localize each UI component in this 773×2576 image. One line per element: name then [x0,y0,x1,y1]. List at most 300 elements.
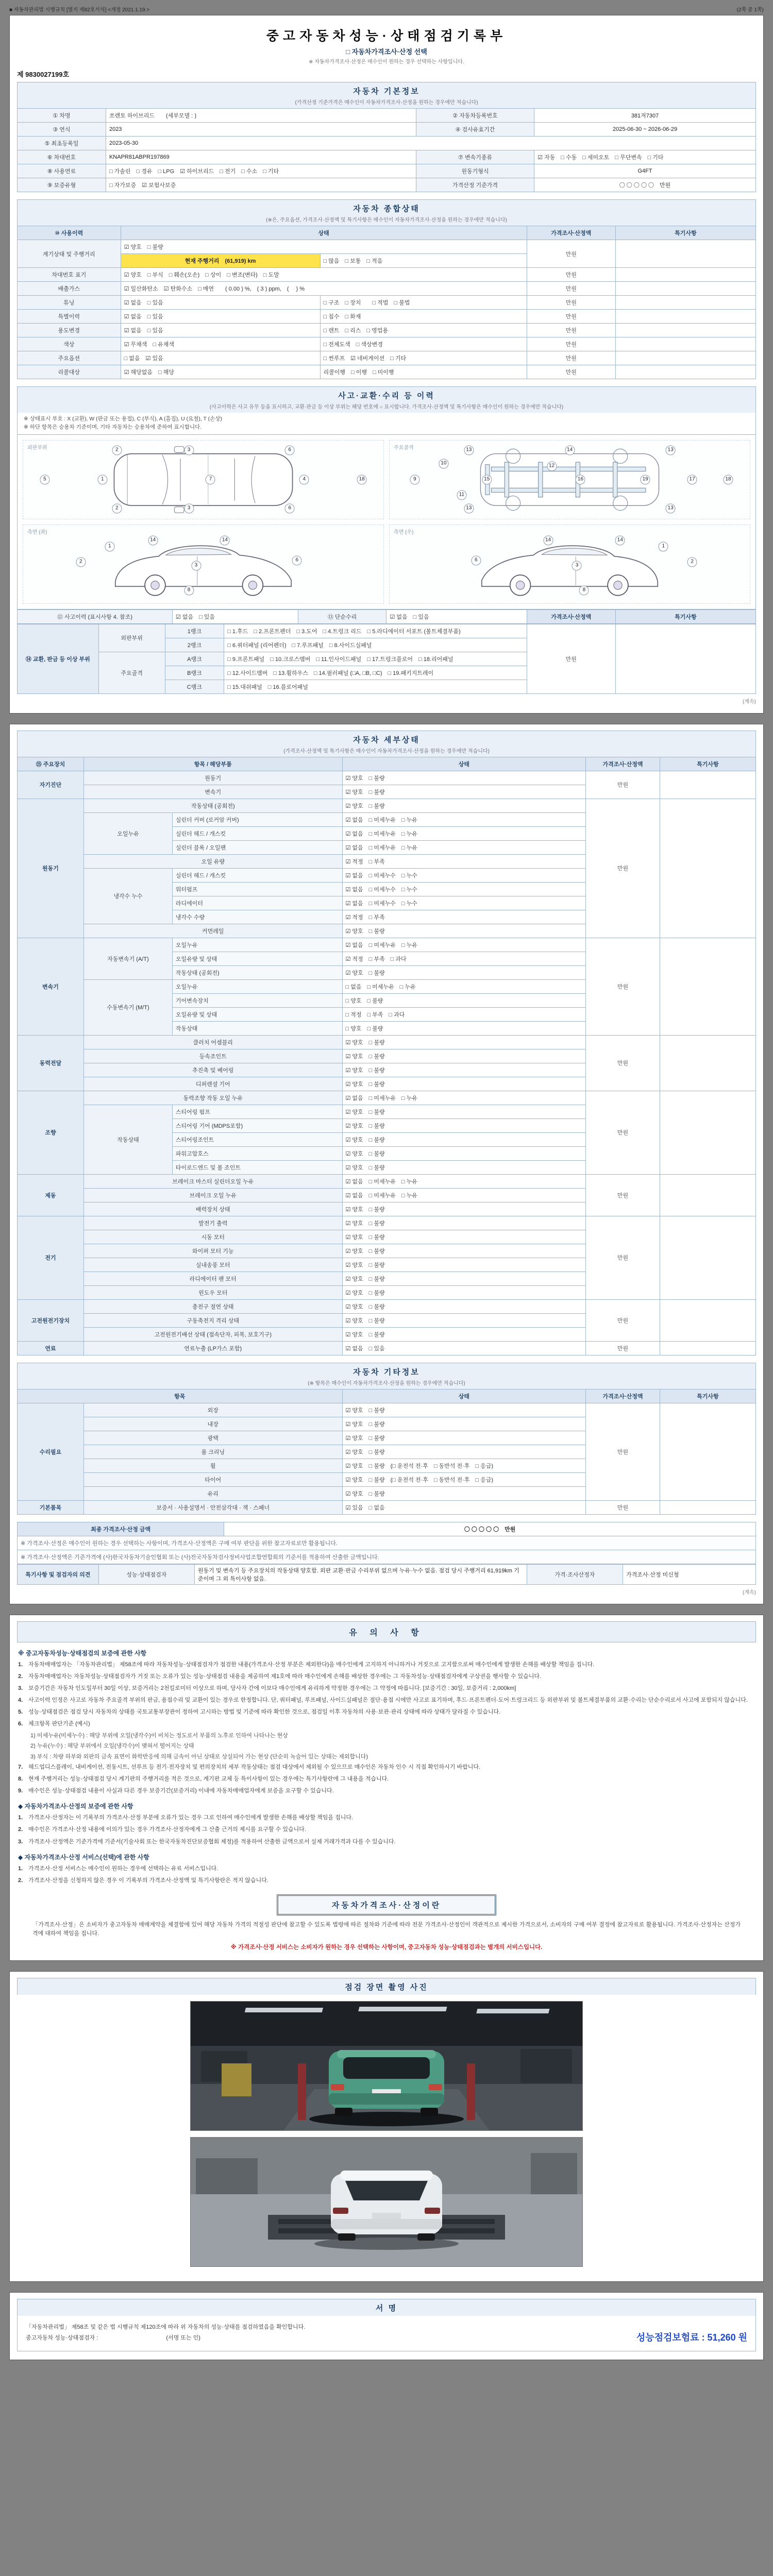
row-label: ④ 검사유효기간 [416,123,534,137]
price-cell: 만원 [527,282,615,296]
section-note: (※은, 주요옵션, 가격조사·산정액 및 특기사항은 매수인이 자동차가격조사·산정을 원하는 경우에만 적습니다) [266,217,507,223]
value-cell: 원동기 및 변속기 등 주요장치의 작동상태 양호함. 외판 교환·판금 수리부위 없으며 누유·누수 없음. 점검 당시 주행거리 61,919km 기준이며 그 외 특이사항 없음. [194,1564,527,1584]
checkbox-group[interactable]: ☑ 없음 □ 미세누수 □ 누수 [342,896,586,910]
checkbox-group[interactable]: □ 가솔린 □ 경유 □ LPG ☑ 하이브리드 □ 전기 □ 수소 □ 기타 [106,164,416,178]
checkbox-group[interactable]: ☑ 양호 □ 불량 [342,799,586,812]
column-header: 특기사항 [660,1389,755,1403]
price-cell: 만원 [586,1341,660,1355]
notice-subitem: 2) 누유(누수) : 해당 부위에서 오일(냉각수)이 맺혀서 떨어지는 상태 [30,1743,194,1750]
row-label: 보증서 · 사용설명서 · 안전삼각대 · 잭 · 스패너 [83,1500,342,1514]
row-label: 실린더 블록 / 오일팬 [172,840,342,854]
column-header: ⑩ 사용이력 [18,226,121,240]
column-header: 가격조사·산정액 [586,1389,660,1403]
checkbox-group[interactable]: ☑ 양호 □ 불량 (□ 운전석 전·후 □ 동반석 전·후 □ 응급) [342,1472,586,1486]
row-label: 발전기 출력 [83,1216,342,1230]
checkbox-group[interactable]: □ 침수 □ 화재 [320,310,527,324]
inspection-insurance-fee [636,2330,747,2344]
price-cell: 만원 [527,240,615,268]
panel-number-14: 14 [220,535,230,545]
row-label: 오일 유량 [83,854,342,868]
checkbox-group[interactable]: ☑ 없음 □ 미세누유 □ 누유 [342,840,586,854]
checkbox-group[interactable]: ☑ 양호 □ 불량 [342,1049,586,1063]
row-label: 냉각수 누수 [83,868,172,924]
row-label: 외판부위 [98,624,165,652]
row-label: 용도변경 [18,324,121,337]
row-label: 실린더 헤드 / 개스킷 [172,868,342,882]
notice-item [18,1876,755,1885]
notice-item-text: 헤드업디스플레이, 내비게이션, 전동시트, 선루프 등 전기·전자장치 및 편의장치의 세부 작동상태는 점검 대상에서 제외될 수 있으므로 매수인은 자동차 인수 시 직접 확인하시기 바랍니다. [28,1764,481,1771]
checkbox-group[interactable]: ☑ 없음 □ 미세누유 □ 누유 [342,826,586,840]
footnote-cell: ※ 가격조사·산정은 매수인이 원하는 경우 선택하는 사항이며, 가격조사·산정액은 구매 여부 판단을 위한 참고자료로만 활용됩니다. [18,1536,756,1550]
checkbox-group[interactable]: □ 9.프론트패널 □ 10.크로스멤버 □ 11.인사이드패널 □ 17.트렁크플로어 □ 18.리어패널 [224,652,527,666]
row-label: 휠 [83,1459,342,1472]
section-accident-history [17,386,756,413]
checkbox-group[interactable]: ☑ 양호 □ 불량 [342,965,586,979]
basic-info-table [17,108,756,192]
checkbox-group[interactable]: ☑ 없음 □ 있음 [121,324,320,337]
exchange-sheetmetal-table [17,624,756,694]
column-header: 특기사항 [660,757,755,771]
notice-item-text: 매수인은 성능·상태점검 내용이 사실과 다른 경우 보증기간(보증거리) 이내에 자동차매매업자에게 보증을 요구할 수 있습니다. [28,1788,334,1794]
row-label: 배출가스 [18,282,121,296]
price-cell: 만원 [586,771,660,799]
checkbox-group[interactable]: □ 없음 ☑ 있음 [121,351,320,365]
panel-number-3: 3 [191,561,201,570]
notice-item-number: 9. [18,1788,23,1794]
checkbox-group[interactable]: ☑ 없음 □ 있음 [172,609,298,623]
checkbox-group[interactable]: ☑ 무채색 □ 유채색 [121,337,320,351]
checkbox-group[interactable]: □ 썬루프 ☑ 네비게이션 □ 기타 [320,351,527,365]
value-cell: 〇 〇 〇 〇 〇 만원 [534,178,756,192]
final-price-table [17,1522,756,1564]
checkbox-group[interactable]: ☑ 양호 □ 불량 [342,785,586,799]
notice-item-text: 자동차매매업자는 자동차성능·상태점검자가 거짓 또는 오류가 있는 성능·상태점검 내용을 제공하여 제1호에 따라 매수인에게 손해를 배상한 경우에는 그 자동차성능·상태점검자에게 구상권을 행사할 수 있습니다. [28,1673,542,1680]
row-label: 기어변속장치 [172,993,342,1007]
row-label: 시동 모터 [83,1230,342,1244]
notice-item-number: 7. [18,1764,23,1771]
panel-number-3: 3 [572,561,582,570]
checkbox-group[interactable]: □ 렌트 □ 리스 □ 영업용 [320,324,527,337]
checkbox-group[interactable]: ☑ 양호 □ 불량 [342,1272,586,1285]
row-label: 브레이크 마스터 실린더오일 누유 [83,1174,342,1188]
row-label: 고전원전기배선 상태 (접속단자, 피복, 보호기구) [83,1327,342,1341]
value-cell: 가격조사·산정 미신청 [623,1564,756,1584]
checkbox-group[interactable]: ☑ 없음 □ 있음 [121,310,320,324]
checkbox-group[interactable]: ☑ 양호 □ 불량 [342,924,586,938]
panel-number-14: 14 [565,446,575,455]
value-cell [615,296,755,310]
value-cell [615,351,755,365]
notice-item-text: 성능·상태점검은 점검 당시 자동차의 상태를 국토교통부장관이 정하여 고시하는 방법 및 기준에 따라 확인한 것으로, 점검일 이후 자동차의 사용·보관·관리 상태에 따라 상태가 달라질 수 있습니다. [28,1708,501,1715]
row-label: ⑥ 차대번호 [18,150,106,164]
row-label: 색상 [18,337,121,351]
panel-signature [9,2292,764,2360]
row-label: B랭크 [165,666,224,680]
checkbox-group[interactable]: ☑ 없음 □ 미세누유 □ 누유 [342,812,586,826]
checkbox-group[interactable]: □ 전체도색 □ 색상변경 [320,337,527,351]
checkbox-group[interactable]: □ 양호 □ 불량 [342,1021,586,1035]
value-cell: KNAPR81ABPR197869 [106,150,416,164]
state-code-legend [17,413,756,435]
row-label: 리콜대상 [18,365,121,379]
panel-number-9: 9 [410,474,419,484]
notice-subitem: 3) 부식 : 차량 하부와 외판의 금속 표면이 화학반응에 의해 금속이 아닌 상태로 상실되어 가는 현상 (단순히 녹슬어 있는 상태는 제외합니다) [30,1753,368,1760]
notice-title: 유 의 사 항 [17,1621,756,1642]
checkbox-group[interactable]: ☑ 양호 □ 불량 [342,1105,586,1118]
panel-number-2: 2 [112,446,122,455]
price-cell: 만원 [527,351,615,365]
notice-item [18,1708,755,1717]
row-label: 윈도우 모터 [83,1285,342,1299]
row-label: 실린더 커버 (로커암 커버) [172,812,342,826]
checkbox-group[interactable]: ☑ 양호 □ 불량 [342,1063,586,1077]
row-label: 원동기 [83,771,342,785]
row-label: 배력장치 상태 [83,1202,342,1216]
checkbox-group[interactable]: ☑ 없음 □ 있음 [386,609,527,623]
checkbox-group[interactable]: ☑ 적정 □ 부족 [342,854,586,868]
checkbox-group[interactable]: ☑ 없음 □ 있음 [342,1341,586,1355]
vehicle-diagram-frame-top[interactable] [389,440,750,519]
checkbox-group[interactable]: ☑ 없음 □ 미세누유 □ 누유 [342,938,586,952]
group-label: ⑭ 교환, 판금 등 이상 부위 [18,624,99,693]
row-label: 튜닝 [18,296,121,310]
checkbox-group[interactable]: ☑ 해당없음 □ 해당 [121,365,320,379]
row-label: C랭크 [165,680,224,693]
panel-number-8: 8 [579,586,589,596]
group-label: 특기사항 및 점검자의 의견 [18,1564,99,1584]
vehicle-diagram-exterior-top[interactable] [23,440,384,519]
inspector-signature-line[interactable]: 중고자동차 성능·상태점검자 : (서명 또는 인) [26,2334,200,2341]
price-cell: 만원 [586,799,660,938]
value-cell [660,1174,755,1216]
inspector-opinion-table [17,1564,756,1585]
workshop-photo-drawing [191,2002,582,2130]
row-label: 라디에이터 [172,896,342,910]
group-label: 고전원전기장치 [18,1299,84,1341]
section-note: (사고이력은 사고 유무 등을 표시하고, 교환·판금 등 이상 부위는 해당 번호에 ○ 표시합니다. 가격조사·산정액 및 특기사항은 매수인이 원하는 경우에만 적습니다) [209,404,564,410]
checkbox-group[interactable]: ☑ 적정 □ 부족 □ 과다 [342,952,586,965]
notice-item-text: 가격조사·산정자는 이 기록부의 가격조사·산정 부분에 오류가 있는 경우 그로 인하여 매수인에게 발생한 손해를 배상할 책임을 집니다. [28,1815,354,1821]
row-label: ⑬ 단순수리 [298,609,386,623]
row-label: 주요골격 [98,652,165,693]
price-survey-definition-text: 「가격조사·산정」은 소비자가 중고자동차 매매계약을 체결함에 있어 해당 자동차 가격의 적절성 판단에 참고할 수 있도록 법령에 따른 절차와 기준에 따라 전문 가격조사·산정인이 객관적으로 제시한 가격으로서, 소비자의 구매 여부 결정에 참고자료로 활용됩니다. 가격조사·산정자는 산정가격에 대하여 책임을 집니다. [32,1921,741,1937]
panel-detail-condition [9,724,764,1604]
section-title: 자동차 세부상태 [353,735,420,744]
panel-number-2: 2 [76,557,86,567]
checkbox-group[interactable]: 리콜이행 □ 이행 □ 미이행 [320,365,527,379]
panel-number-13: 13 [666,503,676,513]
value-cell [660,1091,755,1174]
checkbox-group[interactable]: □ 없음 □ 미세누유 □ 누유 [342,979,586,993]
column-header: 항목 / 해당부품 [83,757,342,771]
column-header: 가격조사·산정액 [586,757,660,771]
row-label: 타이어 [83,1472,342,1486]
section-note: (가격산정 기준가격은 매수인이 자동차가격조사·산정을 원하는 경우에만 적습니다) [295,100,478,106]
row-label: 작동상태 (공회전) [83,799,342,812]
checkbox-group[interactable]: ☑ 적정 □ 부족 [342,910,586,924]
checkbox-group[interactable]: ☑ 없음 □ 미세누유 □ 누유 [342,1188,586,1202]
checkbox-group[interactable]: 쏘렌토 하이브리드 (세부모델 : ) [106,109,416,123]
checkbox-group[interactable]: ☑ 없음 □ 있음 [121,296,320,310]
checkbox-group[interactable]: □ 자가보증 ☑ 보험사보증 [106,178,416,192]
panel-number-14: 14 [615,535,625,545]
checkbox-group[interactable]: □ 적정 □ 부족 □ 과다 [342,1007,586,1021]
panel-number-13: 13 [464,503,474,513]
checkbox-group[interactable]: ☑ 양호 □ 불량 [342,771,586,785]
checkbox-group[interactable]: ☑ 있음 □ 없음 [342,1500,586,1514]
checkbox-group[interactable]: ☑ 양호 □ 불량 [342,1486,586,1500]
row-label: 커먼레일 [83,924,342,938]
row-label: 등속조인트 [83,1049,342,1063]
panel-number-6: 6 [292,556,302,566]
diagram-caption: 주요골격 [394,445,414,451]
checkbox-group[interactable]: ☑ 일산화탄소 ☑ 탄화수소 □ 매연 ( 0.00 ) %, ( 3 ) ppm, ( ) % [121,282,527,296]
panel-number-1: 1 [97,474,107,484]
inspection-photo-lane[interactable] [190,2137,583,2267]
signature-statement: 「자동차관리법」 제58조 및 같은 법 시행규칙 제120조에 따라 위 자동차의 성능·상태를 점검하였음을 확인합니다. [26,2324,306,2330]
panel-number-18: 18 [724,474,733,484]
notice-item-number: 8. [18,1776,23,1783]
value-cell: 2023-05-30 [106,137,755,150]
checkbox-group[interactable]: □ 12.사이드멤버 □ 13.휠하우스 □ 14.필러패널 (□A, □B, □C) □ 19.패키지트레이 [224,666,527,680]
notice-heading: ※ 중고자동차성능·상태점검의 보증에 관한 사항 [18,1649,147,1657]
notice-item-text: 사고이력 인정은 사고로 자동차 주요골격 부위의 판금, 용접수리 및 교환이 있는 경우로 한정합니다. 단, 쿼터패널, 루프패널, 사이드실패널은 절단·용접 시에만 사고로 표기하며, 후드·프론트펜더·도어·트렁크리드 등 외판부위 및 볼트체결부품의 교환·수리는 단순수리로서 사고에 포함되지 않습니다. [28,1697,748,1703]
notice-item [18,1787,755,1795]
price-survey-definition-box: 자동차가격조사·산정이란 [277,1894,496,1916]
price-cell: 만원 [586,938,660,1035]
notice-item [18,1763,755,1772]
group-label: 전기 [18,1216,84,1299]
notice-item [18,1814,755,1822]
price-cell: 만원 [586,1403,660,1500]
value-cell: 2023 [106,123,416,137]
row-label: 브레이크 오일 누유 [83,1188,342,1202]
test-lane-photo-drawing [191,2138,582,2266]
section-title: 점검 장면 촬영 사진 [345,1982,428,1992]
panel-number-17: 17 [687,474,697,484]
detail-condition-table [17,757,756,1355]
price-cell: 만원 [527,296,615,310]
notice-item [18,1684,755,1693]
notice-item [18,1825,755,1834]
row-label: ⑫ 사고이력 (표시사항 4. 참조) [18,609,173,623]
section-title: 자동차 종합상태 [353,205,420,213]
checkbox-group[interactable]: □ 1.후드 □ 2.프론트펜더 □ 3.도어 □ 4.트렁크 리드 □ 5.라디에이터 서포트 (볼트체결부품) [224,624,527,638]
checkbox-group[interactable]: ☑ 없음 □ 미세누유 □ 누유 [342,1091,586,1105]
price-cell: 만원 [527,310,615,324]
checkbox-group[interactable]: ☑ 양호 □ 불량 [342,1258,586,1272]
section-basic-info [17,82,756,108]
row-label: 라디에이터 팬 모터 [83,1272,342,1285]
checkbox-group[interactable]: ☑ 양호 □ 불량 [342,1230,586,1244]
column-header: 가격조사·산정액 [527,609,615,623]
row-label: 1랭크 [165,624,224,638]
price-survey-option-checkbox[interactable]: □ 자동차가격조사·산정 선택 [346,48,427,56]
checkbox-group[interactable]: ☑ 양호 □ 불량 [342,1431,586,1445]
vehicle-diagram-side-left[interactable] [23,524,384,604]
price-cell: 만원 [586,1174,660,1216]
row-label: 2랭크 [165,638,224,652]
notice-item-text: 가격조사·산정액은 기준가격에 기준서(기술사회 또는 한국자동차진단보증협회 제정)를 적용하여 산출한 금액으로서 실제 거래가격과 다를 수 있습니다. [28,1838,396,1845]
checkbox-group[interactable]: ☑ 양호 □ 불량 [342,1118,586,1132]
section-note: (※ 항목은 매수인이 자동차가격조사·산정을 원하는 경우에만 적습니다) [308,1380,465,1386]
row-label: 동력조향 작동 오일 누유 [83,1091,342,1105]
value-cell [660,771,755,799]
notice-item [18,1775,755,1784]
vehicle-diagram-side-right[interactable] [389,524,750,604]
notice-item-text: 매수인은 가격조사·산정 내용에 이의가 있는 경우 가격조사·산정자에게 그 산출 근거의 제시를 요구할 수 있습니다. [28,1826,306,1833]
checkbox-group[interactable]: ☑ 양호 □ 불량 [342,1403,586,1417]
row-label: 스티어링 기어 (MDPS포함) [172,1118,342,1132]
panel-main-record [9,15,764,714]
column-header: 항목 [18,1389,343,1403]
panel-number-16: 16 [576,474,585,484]
checkbox-group[interactable]: ☑ 양호 □ 불량 [342,1299,586,1313]
notice-item-text: 자동차매매업자는 「자동차관리법」 제58조에 따라 자동차성능·상태점검자가 점검한 내용(가격조사·산정 부분은 제외한다)을 매수인에게 고지하지 아니하거나 거짓으로 고지함으로써 매수인에게 발생한 손해를 배상할 책임을 집니다. [28,1661,595,1668]
row-label: ⑤ 최초등록일 [18,137,106,150]
group-label: 수리필요 [18,1403,84,1500]
row-label: 충전구 절연 상태 [83,1299,342,1313]
panel-number-4: 4 [299,474,309,484]
section-title: 사고·교환·수리 등 이력 [338,392,435,400]
price-cell: 만원 [586,1216,660,1299]
price-cell: 만원 [586,1035,660,1091]
checkbox-group[interactable]: ☑ 양호 □ 불량 [342,1132,586,1146]
checkbox-group[interactable]: □ 15.대쉬패널 □ 16.플로어패널 [224,680,527,693]
value-cell: G4FT [534,164,756,178]
row-label: 수동변속기 (M/T) [83,979,172,1035]
value-cell: 381저7307 [534,109,756,123]
checkbox-group[interactable]: ☑ 자동 □ 수동 □ 세미오토 □ 무단변속 □ 기타 [534,150,756,164]
value-cell [660,1035,755,1091]
price-cell: 만원 [586,1500,660,1514]
column-header: 상태 [342,1389,586,1403]
panel-number-7: 7 [206,474,215,484]
checkbox-group[interactable]: ☑ 양호 □ 불량 [342,1202,586,1216]
panel-number-5: 5 [40,474,49,484]
panel-number-6: 6 [285,503,295,513]
fee-value: 51,260 원 [707,2332,747,2343]
notice-item-text: 체크항목 판단기준 (예시) [28,1720,90,1727]
panel-number-11: 11 [457,490,466,500]
checkbox-group[interactable]: ☑ 없음 □ 미세누유 □ 누유 [342,1174,586,1188]
row-label: 원동기형식 [416,164,534,178]
checkbox-group[interactable]: ☑ 양호 □ 불량 [342,1160,586,1174]
checkbox-group[interactable]: □ 구조 □ 장치 □ 적법 □ 불법 [320,296,527,310]
row-label: 차대번호 표기 [18,268,121,282]
row-label: 구동축전지 격리 상태 [83,1313,342,1327]
checkbox-group[interactable]: ☑ 양호 □ 불량 [342,1285,586,1299]
price-cell: 만원 [586,1091,660,1174]
row-label: ① 차명 [18,109,106,123]
accident-flags-table [17,609,756,624]
value-cell [615,365,755,379]
row-label: 스티어링 펌프 [172,1105,342,1118]
row-label: 스티어링조인트 [172,1132,342,1146]
checkbox-group[interactable]: □ 많음 □ 보통 □ 적음 [320,254,527,268]
row-label: 타이로드엔드 및 볼 조인트 [172,1160,342,1174]
row-label: 냉각수 수량 [172,910,342,924]
etc-info-table [17,1389,756,1515]
row-label: 실린더 헤드 / 개스킷 [172,826,342,840]
row-label: A랭크 [165,652,224,666]
group-label: 변속기 [18,938,84,1035]
row-label: ⑦ 변속기종류 [416,150,534,164]
checkbox-group[interactable]: □ 양호 □ 불량 [342,993,586,1007]
page-title: 중고자동차성능·상태점검기록부 [266,29,507,43]
notice-item-number: 5. [18,1708,23,1715]
value-cell [660,938,755,1035]
panel-number-6: 6 [285,446,295,455]
notice-subitem: 1) 미세누유(미세누수) : 해당 부위에 오일(냉각수)이 비치는 정도로서 부품의 노후로 인하여 나타나는 현상 [30,1732,288,1739]
checkbox-group[interactable]: ☑ 양호 □ 불량 [342,1035,586,1049]
checkbox-group[interactable]: ☑ 양호 □ 부식 □ 훼손(오손) □ 상이 □ 변조(변타) □ 도말 [121,268,527,282]
checkbox-group[interactable]: ☑ 양호 □ 불량 [342,1077,586,1091]
section-etc-info [17,1363,756,1389]
row-label: 실내송풍 모터 [83,1258,342,1272]
section-title: 서 명 [375,2303,398,2313]
value-cell [660,1403,755,1500]
notice-item-text: 현재 주행거리는 성능·상태점검 당시 계기판의 주행거리를 적은 것으로, 계기판 교체 등 특이사항이 있는 경우에는 특기사항란에 그 내용을 적습니다. [28,1776,389,1783]
checkbox-group[interactable]: ☑ 없음 □ 미세누수 □ 누수 [342,868,586,882]
row-label: 오일유량 및 상태 [172,952,342,965]
notice-item-number: 1. [18,1865,23,1872]
notice-item-number: 1. [18,1661,23,1668]
checkbox-group[interactable]: ☑ 양호 □ 불량 [342,1445,586,1459]
checkbox-group[interactable]: ☑ 양호 □ 불량 [342,1313,586,1327]
notice-item-number: 3. [18,1838,23,1845]
checkbox-group[interactable]: ☑ 양호 □ 불량 [121,240,527,254]
value-cell [615,324,755,337]
checkbox-group[interactable]: ☑ 양호 □ 불량 [342,1244,586,1258]
legend-line-1: ※ 상태표시 부호 : X (교환), W (판금 또는 용접), C (부식), A (흠집), U (요철), T (손상) [24,416,222,422]
value-cell: 2025-06-30 ~ 2026-06-29 [534,123,756,137]
value-cell [660,1216,755,1299]
notice-item [18,1660,755,1669]
row-label: 성능·상태점검자 [98,1564,194,1584]
value-cell [615,624,755,693]
signature-body [17,2316,756,2351]
row-label: 추진축 및 베어링 [83,1063,342,1077]
continued-marker: (계속) [743,1589,756,1596]
notice-item-text: 가격조사·산정을 신청하지 않은 경우 이 기록부의 가격조사·산정액 및 특기사항란은 적지 않습니다. [28,1877,268,1884]
notice-item-text: 보증기간은 자동차 인도일부터 30일 이상, 보증거리는 2천킬로미터 이상으로 하며, 당사자 간에 이보다 매수인에게 유리하게 약정한 경우에는 그 약정에 따릅니다. [보증기간 : 30일, 보증거리 : 2,000km] [28,1685,516,1691]
row-label: 광택 [83,1431,342,1445]
checkbox-group[interactable]: ☑ 없음 □ 미세누수 □ 누수 [342,882,586,896]
checkbox-group[interactable]: ☑ 양호 □ 불량 [342,1327,586,1341]
checkbox-group[interactable]: ☑ 양호 □ 불량 (□ 운전석 전·후 □ 동반석 전·후 □ 응급) [342,1459,586,1472]
column-header: 상태 [342,757,586,771]
checkbox-group[interactable]: ☑ 양호 □ 불량 [342,1216,586,1230]
row-label: ⑨ 보증유형 [18,178,106,192]
vehicle-diagram-box [17,435,756,609]
checkbox-group[interactable]: ☑ 양호 □ 불량 [342,1146,586,1160]
inspection-photo-lift[interactable] [190,2001,583,2131]
checkbox-group[interactable]: ☑ 양호 □ 불량 [342,1417,586,1431]
document-number: 제 9830027199호 [17,71,70,78]
column-header: 가격조사·산정액 [527,226,615,240]
panel-number-12: 12 [547,461,557,471]
checkbox-group[interactable]: □ 6.쿼터패널 (리어펜더) □ 7.루프패널 □ 8.사이드실패널 [224,638,527,652]
value-cell: 〇 〇 〇 〇 〇 만원 [224,1522,756,1536]
notice-item-number: 2. [18,1877,23,1884]
notice-item [18,1720,755,1728]
group-label: 기본품목 [18,1500,84,1514]
panel-number-19: 19 [641,474,650,484]
notice-item-number: 2. [18,1826,23,1833]
row-label: 주요옵션 [18,351,121,365]
row-label: 디퍼렌셜 기어 [83,1077,342,1091]
